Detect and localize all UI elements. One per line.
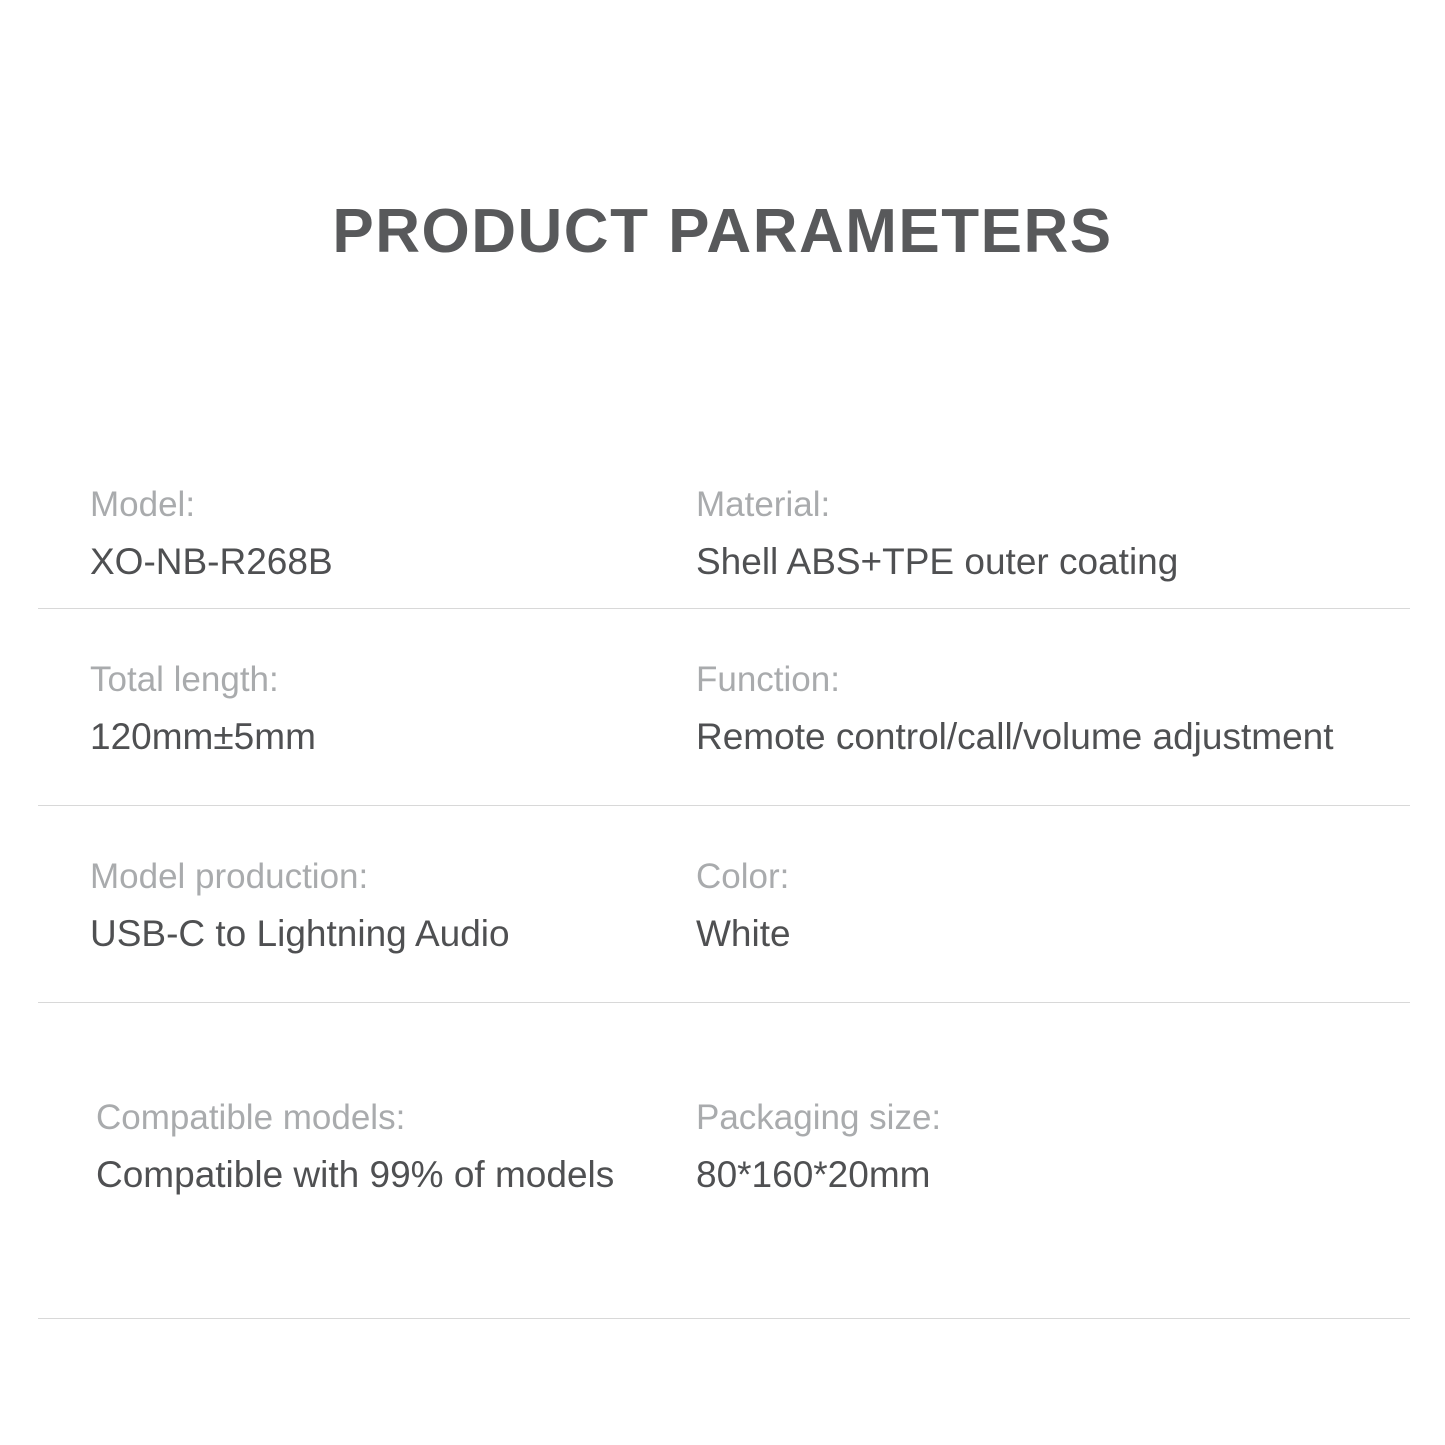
spec-cell-model <box>38 480 696 588</box>
spec-value: 120mm±5mm <box>90 715 316 757</box>
spec-label: Model: <box>90 485 196 524</box>
spec-value: USB-C to Lightning Audio <box>90 912 510 954</box>
table-row <box>38 1003 1410 1293</box>
bottom-divider <box>38 1318 1410 1319</box>
spec-cell-color <box>696 852 1410 960</box>
spec-label: Compatible models: <box>96 1098 406 1137</box>
page-title: PRODUCT PARAMETERS <box>332 197 1113 266</box>
spec-cell-compatible-models <box>38 1093 696 1201</box>
spec-value: White <box>696 912 791 954</box>
spec-cell-material <box>696 480 1410 588</box>
spec-value: Remote control/call/volume adjustment <box>696 715 1334 757</box>
spec-table <box>38 460 1410 1293</box>
spec-cell-packaging-size <box>696 1093 1410 1201</box>
spec-cell-total-length <box>38 655 696 763</box>
spec-label: Packaging size: <box>696 1098 942 1137</box>
spec-label: Model production: <box>90 857 369 896</box>
spec-label: Total length: <box>90 660 279 699</box>
spec-label: Function: <box>696 660 840 699</box>
table-row <box>38 609 1410 805</box>
spec-value: Compatible with 99% of models <box>96 1153 615 1195</box>
spec-value: Shell ABS+TPE outer coating <box>696 540 1179 582</box>
spec-cell-function <box>696 655 1410 763</box>
spec-label: Material: <box>696 485 831 524</box>
table-row <box>38 460 1410 608</box>
spec-value: 80*160*20mm <box>696 1153 931 1195</box>
spec-label: Color: <box>696 857 790 896</box>
table-row <box>38 806 1410 1002</box>
spec-value: XO-NB-R268B <box>90 540 333 582</box>
spec-cell-model-production <box>38 852 696 960</box>
